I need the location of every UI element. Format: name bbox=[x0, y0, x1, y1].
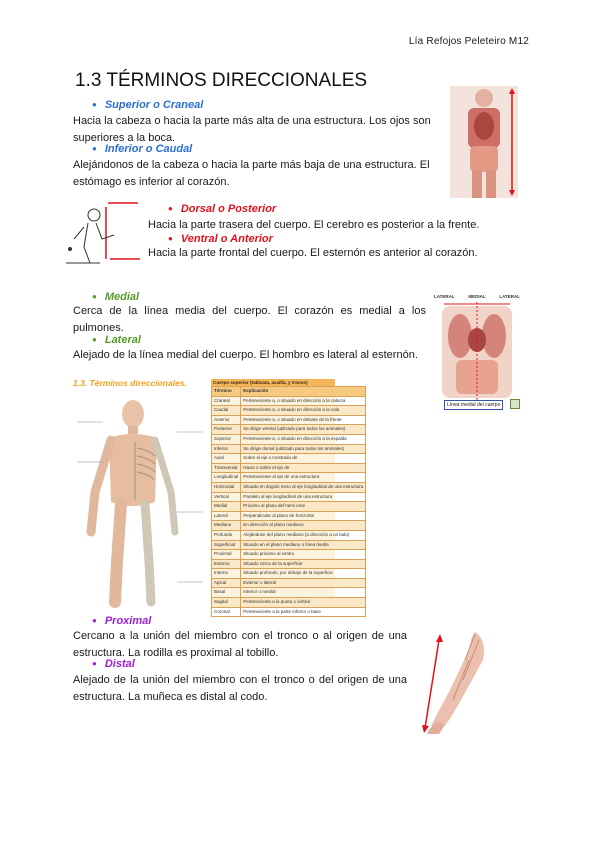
bullet-icon: ● bbox=[92, 144, 97, 153]
terms-table-heading: Cuerpo superior (tablcata, axailla, y tronco) bbox=[211, 379, 335, 386]
table-row bbox=[212, 588, 366, 598]
figure-dorsal-ventral bbox=[60, 199, 142, 267]
term-dorsal-heading bbox=[168, 203, 276, 215]
table-row bbox=[212, 540, 366, 550]
dorsal-ventral-illustration bbox=[60, 199, 142, 267]
table-term-cell: Sagital bbox=[212, 598, 241, 608]
term-lateral-heading bbox=[92, 334, 141, 346]
term-superior-heading bbox=[92, 99, 203, 111]
term-superior-label: Superior o Craneal bbox=[104, 99, 204, 111]
table-header-cell: Explicación bbox=[241, 387, 366, 397]
table-explanation-cell: Situado cerca de la superficie bbox=[241, 559, 366, 569]
table-explanation-cell: Se dirige ventral (utilizado para todos los animales) bbox=[241, 425, 366, 435]
table-row bbox=[212, 521, 366, 531]
table-row bbox=[212, 434, 366, 444]
table-explanation-cell: Perteneciente a, o situado en dirección a la espalda bbox=[241, 434, 366, 444]
table-term-cell: Proximal bbox=[212, 550, 241, 560]
vertical-body-illustration bbox=[450, 86, 518, 198]
figure-torso-medial-lateral bbox=[434, 294, 520, 412]
table-explanation-cell: En dirección al plano mediano bbox=[241, 521, 366, 531]
skeleton-caption: 1.3. Términos direccionales. bbox=[73, 378, 187, 388]
table-row bbox=[212, 559, 366, 569]
table-term-cell: Medial bbox=[212, 502, 241, 512]
table-explanation-cell: Situado profundo, por debajo de la superficie bbox=[241, 569, 366, 579]
terms-table-figure bbox=[211, 379, 364, 614]
torso-tag-lateral-left: LATERAL bbox=[434, 294, 455, 299]
term-superior-desc: Hacia la cabeza o hacia la parte más alta de una estructura. Los ojos son superiores a la boca. bbox=[73, 115, 431, 144]
table-row bbox=[212, 444, 366, 454]
table-term-cell: Superior bbox=[212, 434, 241, 444]
page-title: 1.3 TÉRMINOS DIRECCIONALES bbox=[75, 70, 368, 91]
term-proximal-label: Proximal bbox=[104, 615, 152, 627]
table-term-cell: Axial bbox=[212, 454, 241, 464]
table-row bbox=[212, 511, 366, 521]
table-explanation-cell: Hacia o sobre el eje de bbox=[241, 463, 366, 473]
figure-arm-proximal-distal bbox=[419, 630, 491, 735]
table-row bbox=[212, 406, 366, 416]
term-proximal-heading bbox=[92, 615, 151, 627]
skeleton-illustration bbox=[73, 392, 208, 610]
header-author: Lía Refojos Peleteiro M12 bbox=[408, 36, 529, 47]
terms-table bbox=[211, 386, 366, 617]
table-header-row bbox=[212, 387, 366, 397]
table-term-cell: Coronal bbox=[212, 607, 241, 617]
table-explanation-cell: Próximo al plano del hemi eme bbox=[241, 502, 366, 512]
table-explanation-cell: Perteneciente a, o situado en delante de la frente bbox=[241, 415, 366, 425]
table-term-cell: Posterior bbox=[212, 425, 241, 435]
table-term-cell: Superficial bbox=[212, 540, 241, 550]
bullet-icon: ● bbox=[92, 100, 97, 109]
term-distal-heading bbox=[92, 658, 135, 670]
table-term-cell: Caudal bbox=[212, 406, 241, 416]
term-lateral-label: Lateral bbox=[104, 334, 141, 346]
term-medial-heading bbox=[92, 291, 139, 303]
table-explanation-cell: Interior o medial bbox=[241, 588, 366, 598]
table-term-cell: Externo bbox=[212, 559, 241, 569]
table-term-cell: Anterior bbox=[212, 415, 241, 425]
table-explanation-cell: Perteneciente al eje de una estructura bbox=[241, 473, 366, 483]
table-row bbox=[212, 598, 366, 608]
table-term-cell: Basal bbox=[212, 588, 241, 598]
table-term-cell: Interno bbox=[212, 569, 241, 579]
table-row bbox=[212, 569, 366, 579]
table-explanation-cell: Exterior o lateral bbox=[241, 578, 366, 588]
term-ventral-heading bbox=[168, 233, 273, 245]
term-dorsal-desc: Hacia la parte trasera del cuerpo. El cerebro es posterior a la frente. bbox=[148, 219, 480, 231]
term-ventral-label: Ventral o Anterior bbox=[180, 233, 273, 245]
table-term-cell: Horizontal bbox=[212, 482, 241, 492]
figure-vertical-body bbox=[450, 86, 518, 198]
table-term-cell: Lateral bbox=[212, 511, 241, 521]
table-row bbox=[212, 578, 366, 588]
table-explanation-cell: Perteneciente a, o situado en dirección a la cola bbox=[241, 406, 366, 416]
arm-illustration bbox=[419, 630, 491, 735]
torso-midline-label: Línea medial del cuerpo bbox=[444, 400, 503, 410]
torso-illustration bbox=[434, 302, 520, 408]
table-explanation-cell: Perpendicular al plano de horizonte bbox=[241, 511, 366, 521]
table-row bbox=[212, 396, 366, 406]
table-row bbox=[212, 482, 366, 492]
table-term-cell: Inferior bbox=[212, 444, 241, 454]
table-explanation-cell: Situado próximo al centro bbox=[241, 550, 366, 560]
bullet-icon: ● bbox=[92, 335, 97, 344]
term-ventral-desc: Hacia la parte frontal del cuerpo. El esternón es anterior al corazón. bbox=[148, 247, 478, 259]
term-lateral-desc: Alejado de la línea medial del cuerpo. El hombro es lateral al esternón. bbox=[73, 349, 418, 361]
table-row bbox=[212, 425, 366, 435]
table-term-cell: Longitudinal bbox=[212, 473, 241, 483]
table-row bbox=[212, 607, 366, 617]
bullet-icon: ● bbox=[92, 292, 97, 301]
torso-tag-medial: MEDIAL bbox=[468, 294, 486, 299]
table-row bbox=[212, 492, 366, 502]
term-medial-label: Medial bbox=[104, 291, 140, 303]
term-inferior-desc: Alejándonos de la cabeza o hacia la parte más baja de una estructura. El estómago es inferior al corazón. bbox=[73, 159, 430, 188]
term-distal-label: Distal bbox=[104, 658, 135, 670]
table-row bbox=[212, 530, 366, 540]
table-body bbox=[212, 396, 366, 617]
table-explanation-cell: Perteneciente a la punta o vértice bbox=[241, 598, 366, 608]
term-distal-desc: Alejado de la unión del miembro con el tronco o del origen de una estructura. La muñeca es distal al codo. bbox=[73, 674, 407, 703]
bullet-icon: ● bbox=[92, 616, 97, 625]
term-proximal-desc: Cercano a la unión del miembro con el tronco o al origen de una estructura. La rodilla es proximal al tobillo. bbox=[73, 630, 407, 659]
table-explanation-cell: Sobre el eje o mostrado de bbox=[241, 454, 366, 464]
term-inferior-label: Inferior o Caudal bbox=[104, 143, 193, 155]
table-term-cell: Profundo bbox=[212, 530, 241, 540]
table-row bbox=[212, 415, 366, 425]
term-medial-desc: Cerca de la línea media del cuerpo. El corazón es medial a los pulmones. bbox=[73, 305, 426, 334]
bullet-icon: ● bbox=[168, 234, 173, 243]
table-explanation-cell: Situado en el plano mediano o línea media bbox=[241, 540, 366, 550]
bullet-icon: ● bbox=[168, 204, 173, 213]
table-explanation-cell: Se dirige dorsal (utilizado para todos los animales) bbox=[241, 444, 366, 454]
table-row bbox=[212, 502, 366, 512]
bullet-icon: ● bbox=[92, 659, 97, 668]
table-header-cell: Término bbox=[212, 387, 241, 397]
table-row bbox=[212, 550, 366, 560]
table-term-cell: Mediano bbox=[212, 521, 241, 531]
term-dorsal-label: Dorsal o Posterior bbox=[180, 203, 277, 215]
figure-skeleton bbox=[73, 378, 208, 610]
table-row bbox=[212, 463, 366, 473]
table-explanation-cell: Alejándose del plano mediano (a dirección a un lado) bbox=[241, 530, 366, 540]
table-term-cell: Vertical bbox=[212, 492, 241, 502]
figure-note-icon bbox=[510, 399, 520, 409]
table-explanation-cell: Situado en ángulo recto al eje longitudinal de una estructura bbox=[241, 482, 366, 492]
table-explanation-cell: Perteneciente a, o situado en dirección a la cabeza bbox=[241, 396, 366, 406]
table-term-cell: Apical bbox=[212, 578, 241, 588]
term-inferior-heading bbox=[92, 143, 192, 155]
table-explanation-cell: Perteneciente a la parte inferior o base bbox=[241, 607, 366, 617]
table-term-cell: Craneal bbox=[212, 396, 241, 406]
torso-tag-lateral-right: LATERAL bbox=[499, 294, 520, 299]
table-term-cell: Transversal bbox=[212, 463, 241, 473]
table-explanation-cell: Paralelo al eje longitudinal de una estructura bbox=[241, 492, 366, 502]
table-row bbox=[212, 454, 366, 464]
table-row bbox=[212, 473, 366, 483]
